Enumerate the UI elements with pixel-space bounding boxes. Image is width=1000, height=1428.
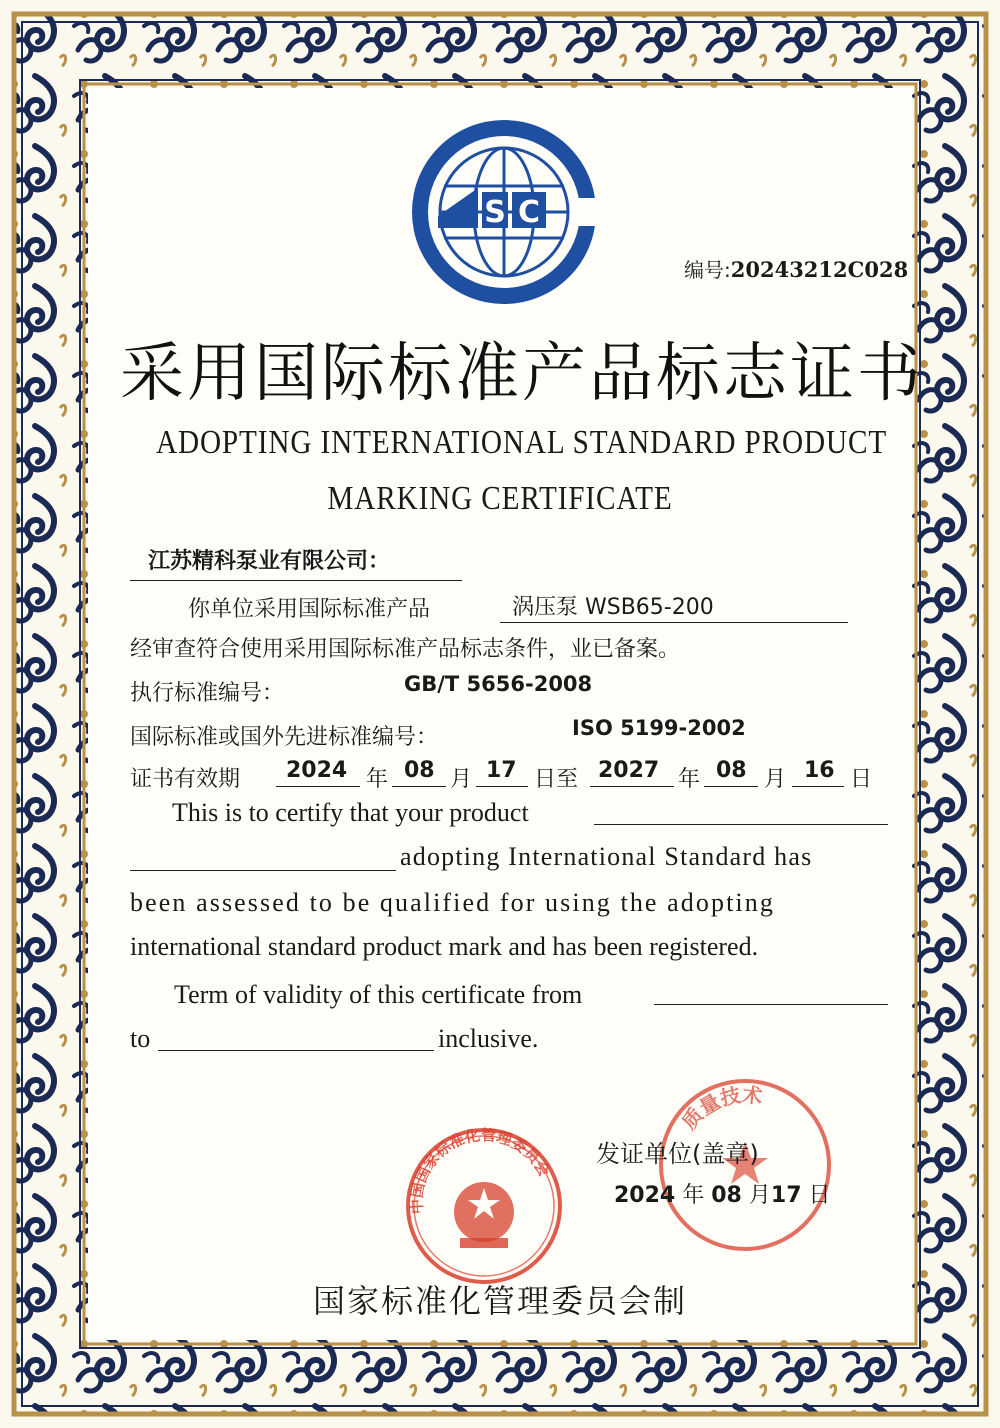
underline — [792, 786, 844, 787]
certificate-number — [684, 254, 908, 283]
seal-left-text: 中国国家标准化管理委员会 — [407, 1126, 554, 1215]
certificate-number-value: 20243212C028 — [730, 257, 909, 282]
exec-standard-label: 执行标准编号： — [130, 681, 285, 706]
validity-day-char: 日 — [850, 767, 873, 792]
svg-text:质量技术 — [677, 1082, 764, 1134]
issuer-month: 08 — [711, 1183, 742, 1208]
underline — [392, 786, 446, 787]
issuer-day: 17 — [770, 1183, 802, 1208]
english-line6-end: inclusive. — [438, 1024, 539, 1053]
isc-globe-logo — [408, 116, 600, 308]
validity-month-char-2: 月 — [764, 767, 787, 792]
validity-from-year: 2024 — [286, 758, 348, 783]
underline — [704, 786, 758, 787]
intl-standard-label: 国际标准或国外先进标准编号： — [130, 725, 439, 750]
underline — [594, 824, 888, 825]
exec-standard-value: GB/T 5656-2008 — [404, 672, 593, 696]
underline — [130, 870, 396, 871]
title-english-line1: ADOPTING INTERNATIONAL STANDARD PRODUCT — [156, 424, 888, 461]
english-line3: been assessed to be qualified for using the adopting — [130, 888, 775, 917]
svg-text:C: C — [517, 195, 541, 230]
validity-year-char-2: 年 — [678, 767, 701, 792]
product-prefix: 你单位采用国际标准产品 — [188, 597, 431, 622]
svg-text:S: S — [484, 195, 506, 230]
validity-to-year: 2027 — [598, 758, 660, 783]
issuer-label: 发证单位(盖章) — [596, 1140, 759, 1168]
underline — [654, 1004, 888, 1005]
issuer-year: 2024 — [614, 1183, 676, 1208]
title-english-line2: MARKING CERTIFICATE — [327, 480, 673, 517]
validity-from-day: 17 — [486, 758, 517, 783]
validity-to-day: 16 — [804, 758, 835, 783]
company-underline — [130, 580, 462, 581]
issuer-month-char: 月 — [748, 1183, 771, 1208]
approval-text: 经审查符合使用采用国际标准产品标志条件，业已备案。 — [130, 637, 681, 662]
title-chinese: 采用国际标准产品标志证书 — [120, 337, 924, 411]
validity-to-char: 日至 — [534, 767, 579, 792]
english-line2: adopting International Standard has — [400, 842, 813, 871]
english-line4: international standard product mark and has been registered. — [130, 932, 759, 961]
validity-month-char: 月 — [450, 767, 473, 792]
company-name: 江苏精科泵业有限公司： — [148, 549, 391, 574]
underline — [590, 786, 674, 787]
underline — [276, 786, 360, 787]
english-line1: This is to certify that your product — [172, 798, 529, 827]
english-line6-to: to — [130, 1024, 151, 1053]
validity-label: 证书有效期 — [130, 767, 241, 792]
validity-from-month: 08 — [404, 758, 435, 783]
underline — [476, 786, 528, 787]
seal-right-text: 质量技术 — [676, 1082, 764, 1135]
issuer-year-char: 年 — [682, 1183, 705, 1208]
product-name: 涡压泵 WSB65-200 — [512, 595, 714, 620]
product-underline — [500, 622, 848, 623]
issuer-date — [614, 1178, 831, 1209]
national-standardization-seal — [404, 1126, 564, 1286]
intl-standard-value: ISO 5199-2002 — [572, 716, 746, 740]
validity-year-char: 年 — [366, 767, 389, 792]
certificate-number-label: 编号: — [684, 258, 731, 282]
underline — [158, 1050, 434, 1051]
issuer-day-char: 日 — [808, 1183, 831, 1208]
english-line5: Term of validity of this certificate from — [174, 980, 583, 1009]
footer-issuer: 国家标准化管理委员会制 — [312, 1282, 687, 1320]
validity-to-month: 08 — [716, 758, 747, 783]
